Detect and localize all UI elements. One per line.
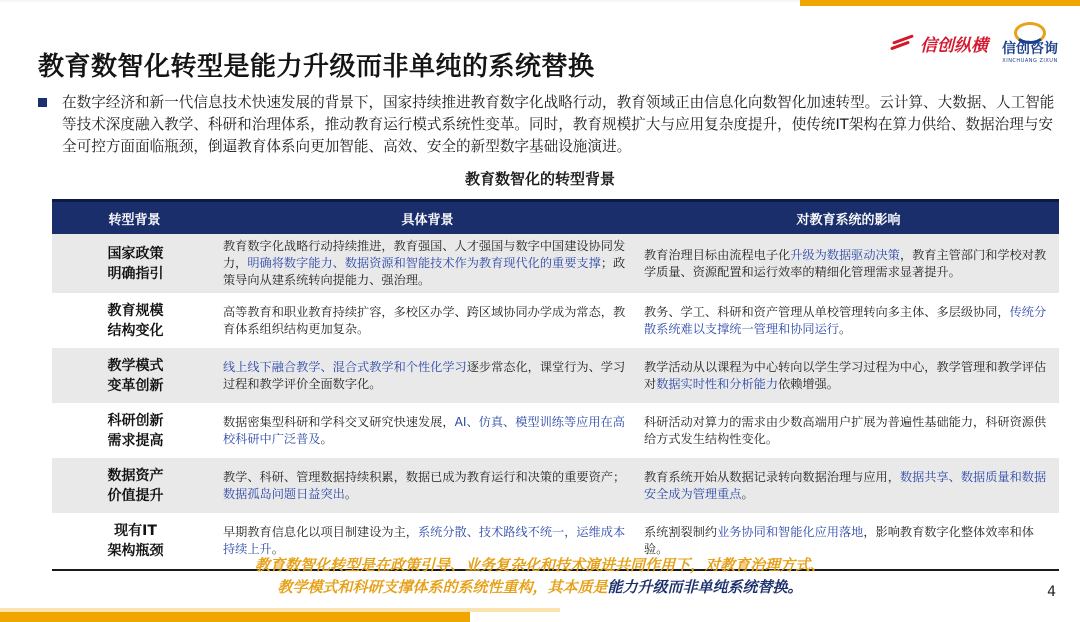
header-impact: 对教育系统的影响: [638, 201, 1059, 235]
page-title: 教育数智化转型是能力升级而非单纯的系统替换: [38, 52, 595, 82]
conclusion-emphasis: 能力升级而非单纯系统替换。: [607, 578, 803, 596]
category-line: 教学模式: [107, 357, 164, 374]
cell-text: 早期教育信息化以项目制建设为主，: [223, 525, 418, 539]
square-bullet-icon: [38, 98, 47, 107]
category-line: 数据资产: [107, 467, 164, 484]
cell-text: 。: [271, 542, 284, 556]
category-line: 国家政策: [107, 245, 164, 262]
cell-text: 逐步常态化，课堂行为、学习过程和教学评价全面数字化。: [223, 359, 626, 391]
cell-text: ；政策导向从建系统转向提能力、强治理。: [223, 256, 626, 287]
table-row: [52, 403, 1059, 458]
table-row: [52, 348, 1059, 403]
cell-text: 。: [320, 431, 333, 446]
table-row: [52, 458, 1059, 513]
row-category: [52, 348, 217, 403]
cell-text: 系统割裂制约: [644, 525, 718, 539]
xinchuang-zixun-logo: [1002, 22, 1058, 64]
row-background: [217, 293, 638, 348]
row-category: [52, 234, 217, 293]
intro-paragraph: [38, 92, 1058, 158]
highlight-text: 数据孤岛问题日益突出: [223, 486, 345, 501]
intro-text: 在数字经济和新一代信息技术快速发展的背景下，国家持续推进教育数字化战略行动，教育领域正由信息化向数智化加速转型。云计算、大数据、人工智能等技术深度融入教学、科研和治理体系，推动教育运行模式系统性变革。同时，教育规模扩大与应用复杂度提升，使传统IT架构在算力供给、数据治理与安全可控方面面临瓶颈，倒逼教育体系向更加智能、高效、安全的新型数字基础设施演进。: [62, 94, 1055, 155]
category-line: 价值提升: [107, 487, 164, 504]
category-line: 科研创新: [107, 412, 164, 429]
conclusion-line-2: [0, 576, 1080, 598]
cell-text: 教育数字化战略行动持续推进，教育强国、人才强国与数字中国建设协同发力，: [223, 239, 626, 270]
highlight-text: 传统分散系统难以支撑统一管理和协同运行: [644, 304, 1047, 336]
table-title: 教育数智化的转型背景: [464, 170, 615, 188]
category-line: 明确指引: [107, 265, 164, 282]
cell-text: 。: [741, 486, 754, 501]
row-background: [217, 348, 638, 403]
logo-group: [890, 22, 1058, 64]
row-background: [217, 403, 638, 458]
xinchuang-zongheng-logo: [890, 31, 988, 56]
bottom-accent-bar: [0, 612, 470, 622]
highlight-text: 线上线下融合教学、混合式教学和个性化学习: [223, 359, 467, 374]
page-number: 4: [1047, 584, 1056, 600]
logo2-subtext: XINCHUANG ZIXUN: [1002, 58, 1058, 64]
row-impact: [638, 458, 1059, 513]
background-table: [52, 199, 1059, 571]
highlight-text: 升级为数据驱动决策: [790, 247, 900, 262]
logo1-text: 信创纵横: [920, 35, 988, 56]
cell-text: ，教育主管部门和学校对教学质量、资源配置和运行效率的精细化管理需求显著提升。: [644, 247, 1047, 279]
cell-text: 教育系统开始从数据记录转向数据治理与应用，: [644, 469, 900, 484]
highlight-text: 系统分散、技术路线不统一，运维成本持续上升: [223, 525, 626, 556]
row-impact: [638, 403, 1059, 458]
cell-text: 。: [344, 486, 358, 501]
row-category: [52, 458, 217, 513]
header-category: 转型背景: [52, 201, 217, 235]
header-background: 具体背景: [217, 201, 638, 235]
row-category: [52, 293, 217, 348]
cell-text: 教学活动从以课程为中心转向以学生学习过程为中心，教学管理和教学评估对: [644, 359, 1047, 391]
row-background: [217, 234, 638, 293]
highlight-text: AI、仿真、模型训练等应用在高校科研中广泛普及: [223, 414, 625, 446]
category-line: 结构变化: [107, 322, 164, 339]
row-category: [52, 403, 217, 458]
category-line: 需求提高: [107, 432, 164, 449]
table-row: [52, 234, 1059, 293]
category-line: 变革创新: [107, 377, 164, 394]
conclusion-line-1: 教育数智化转型是在政策引导、业务复杂化和技术演进共同作用下，对教育治理方式、: [254, 556, 825, 574]
cell-text: 教务、学工、科研和资产管理从单校管理转向多主体、多层级协同，: [644, 304, 1010, 319]
highlight-text: 业务协同和智能化应用落地: [717, 525, 864, 539]
highlight-text: 明确将数字能力、数据资源和智能技术作为教育现代化的重要支撑: [247, 256, 601, 270]
highlight-text: 数据共享、数据质量和数据安全成为管理重点: [644, 469, 1047, 501]
category-line: 教育规模: [107, 302, 164, 319]
table-row: [52, 293, 1059, 348]
cell-text: ，影响教育数字化整体效率和体验。: [644, 525, 1034, 556]
row-impact: [638, 234, 1059, 293]
cell-text: 。: [839, 321, 852, 336]
cell-text: 数据密集型科研和学科交叉研究快速发展，: [223, 414, 455, 429]
conclusion-text: [0, 554, 1080, 598]
row-impact: [638, 293, 1059, 348]
highlight-text: 数据实时性和分析能力: [656, 376, 779, 391]
table-header-row: [52, 201, 1059, 235]
top-accent-bar: [800, 0, 1080, 6]
category-line: 架构瓶颈: [107, 543, 164, 559]
logo2-text: 信创咨询: [1002, 41, 1058, 57]
conclusion-line-2-main: 教学模式和科研支撑体系的系统性重构，其本质是: [277, 578, 608, 596]
row-background: [217, 458, 638, 513]
logo-mark-icon: [890, 33, 916, 53]
cell-text: 科研活动对算力的需求由少数高端用户扩展为普遍性基础能力，科研资源供给方式发生结构性变化。: [644, 414, 1047, 446]
cell-text: 教育治理目标由流程电子化: [644, 247, 791, 262]
cell-text: 教学、科研、管理数据持续积累，数据已成为教育运行和决策的重要资产；: [223, 469, 626, 484]
cell-text: 依赖增强。: [778, 376, 839, 391]
row-impact: [638, 348, 1059, 403]
cell-text: 高等教育和职业教育持续扩容，多校区办学、跨区域协同办学成为常态，教育体系组织结构更加复杂。: [223, 304, 626, 336]
category-line: 现有IT: [114, 523, 157, 539]
